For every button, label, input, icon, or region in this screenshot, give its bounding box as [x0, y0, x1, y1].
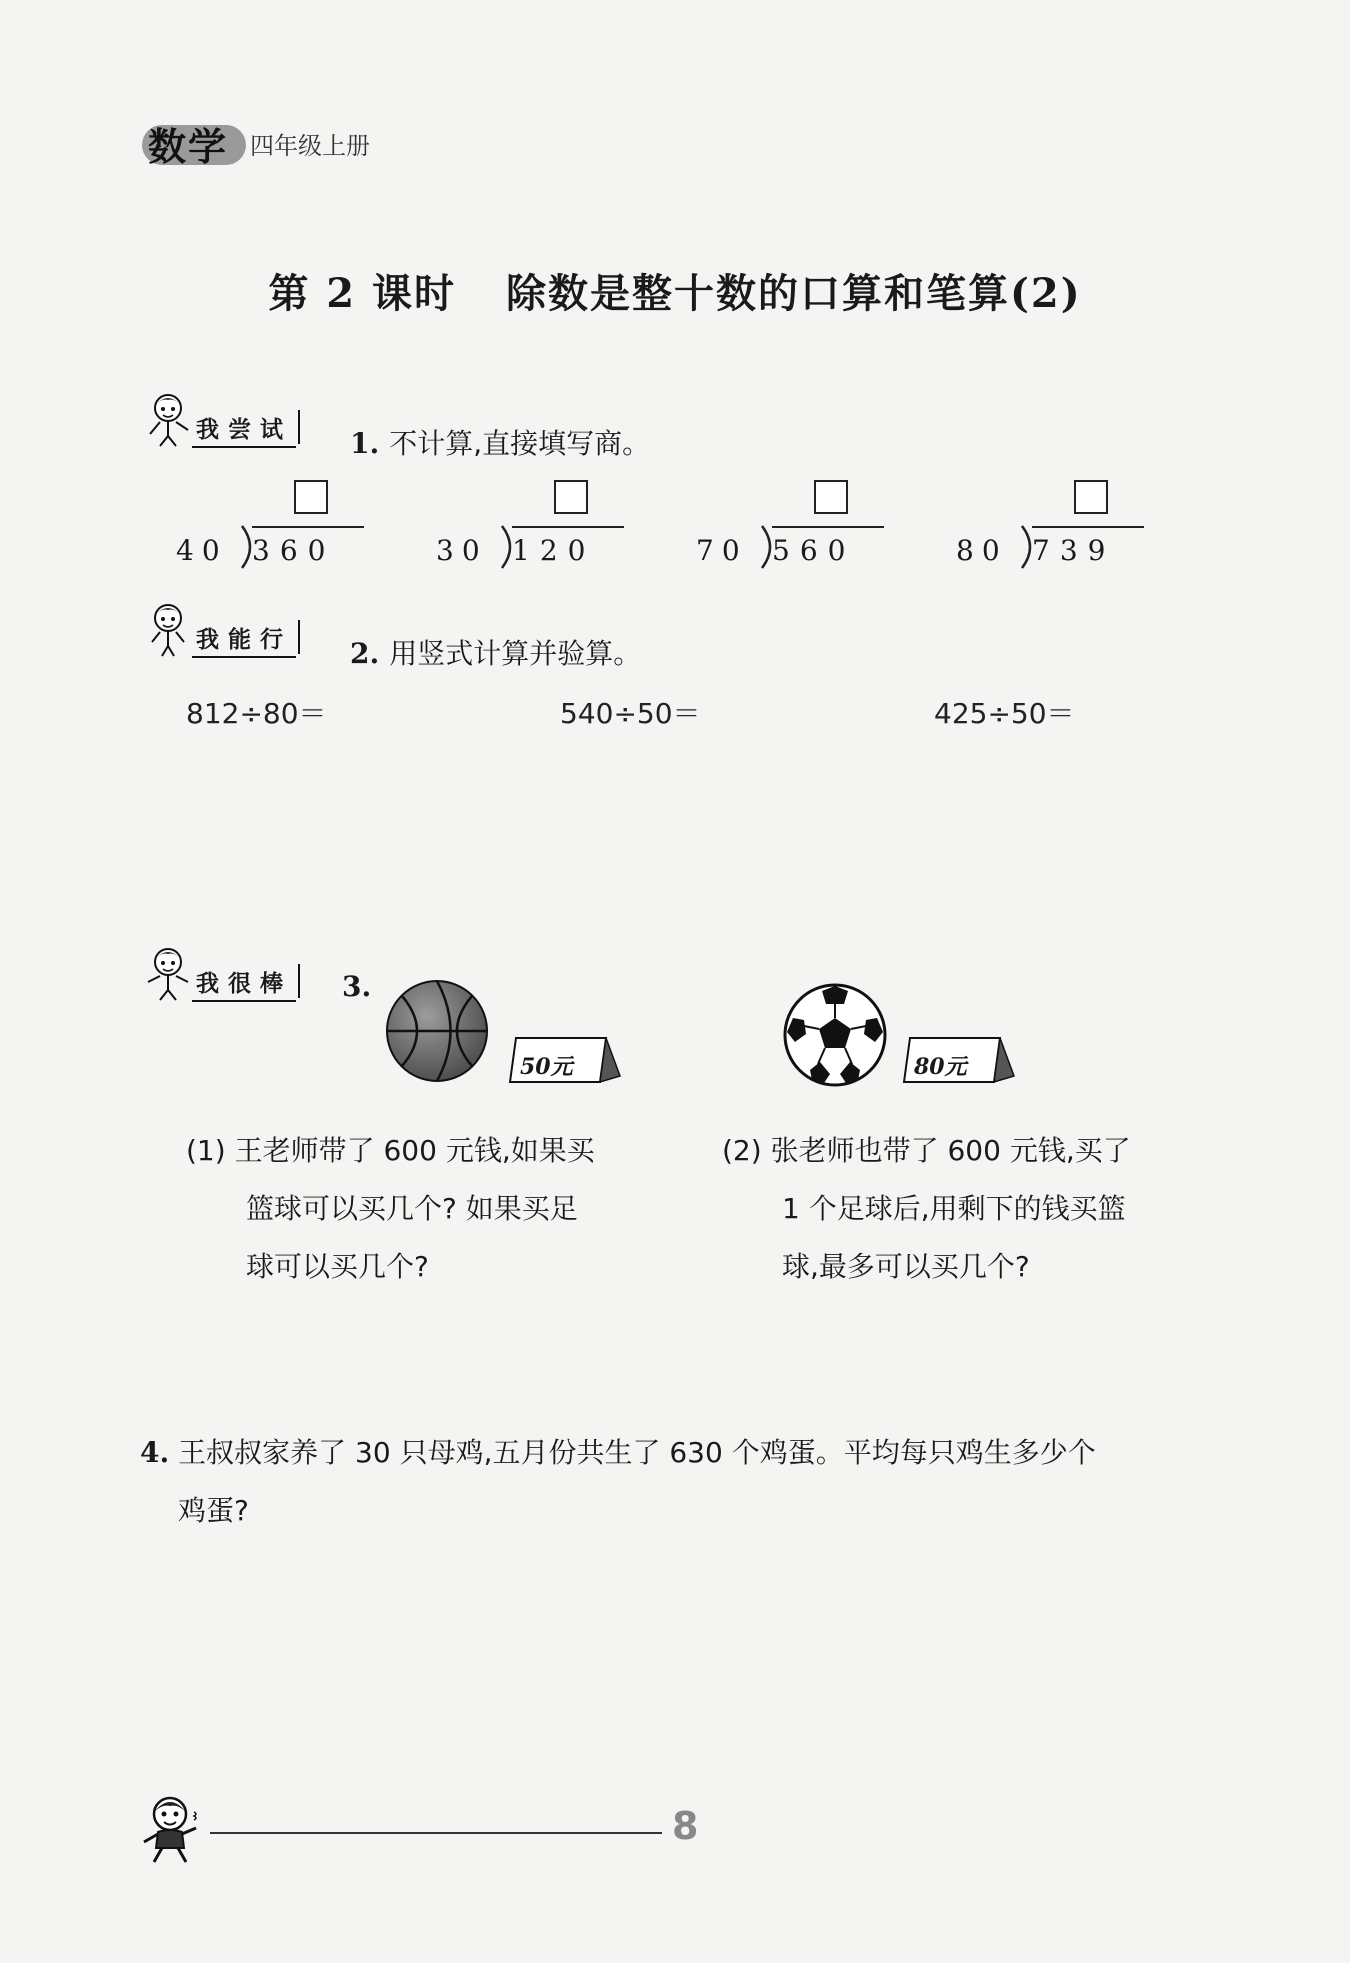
- answer-box[interactable]: [294, 480, 328, 514]
- division-item-2: [436, 480, 626, 580]
- part-2-line-3: 球,最多可以买几个?: [782, 1250, 1030, 1283]
- question-3-number: 3.: [342, 970, 372, 1003]
- question-1-number: 1.: [350, 427, 380, 460]
- dividend: 360: [252, 534, 336, 567]
- badge-try: [142, 388, 300, 448]
- question-4: [140, 1424, 1096, 1540]
- divisor: 30: [436, 534, 488, 567]
- badge-can: [142, 598, 300, 658]
- soccer-ball-icon: [782, 982, 888, 1088]
- basketball-price: 50元: [520, 1054, 573, 1080]
- lesson-number: 第 2 课时: [268, 270, 456, 317]
- part-2-line-1: 张老师也带了 600 元钱,买了: [770, 1134, 1131, 1167]
- footer-rule: [210, 1832, 662, 1834]
- expression-3: 425÷50＝: [934, 697, 1075, 730]
- soccer-price: 80元: [914, 1054, 967, 1080]
- divisor: 70: [696, 534, 748, 567]
- question-4-line-2: 鸡蛋?: [178, 1494, 249, 1527]
- subject-label: 数学: [148, 124, 229, 169]
- part-1-label: (1): [186, 1134, 226, 1167]
- soccer-price-tag: [900, 1036, 1010, 1086]
- part-1-line-2: 篮球可以买几个? 如果买足: [246, 1192, 578, 1225]
- question-2-text: 用竖式计算并验算。: [389, 637, 642, 670]
- division-item-4: [956, 480, 1146, 580]
- grade-label: 四年级上册: [250, 131, 371, 160]
- page-number: 8: [672, 1804, 699, 1848]
- answer-box[interactable]: [1074, 480, 1108, 514]
- question-3-part-1: [186, 1122, 595, 1296]
- part-1-line-1: 王老师带了 600 元钱,如果买: [234, 1134, 595, 1167]
- subject-badge: [148, 119, 228, 167]
- part-2-label: (2): [722, 1134, 762, 1167]
- question-3-part-2: [722, 1122, 1131, 1296]
- part-1-line-3: 球可以买几个?: [246, 1250, 429, 1283]
- division-item-1: [176, 480, 366, 580]
- basketball-price-tag: [506, 1036, 616, 1086]
- question-4-number: 4.: [140, 1436, 170, 1469]
- basketball-icon: [384, 978, 490, 1084]
- badge-great-label: 我很棒: [192, 965, 296, 1002]
- dividend: 560: [772, 534, 856, 567]
- answer-box[interactable]: [814, 480, 848, 514]
- expression-2: 540÷50＝: [560, 697, 701, 730]
- division-item-3: [696, 480, 886, 580]
- dividend: 739: [1032, 534, 1116, 567]
- question-2-prompt: [350, 632, 641, 672]
- lesson-title: [0, 262, 1350, 319]
- divisor: 40: [176, 534, 228, 567]
- expression-1: 812÷80＝: [186, 697, 327, 730]
- question-2-number: 2.: [350, 637, 380, 670]
- lesson-topic: 除数是整十数的口算和笔算(2): [506, 270, 1082, 317]
- page-header: [148, 118, 370, 168]
- badge-try-label: 我尝试: [192, 411, 296, 448]
- boy-mascot-icon: [138, 1792, 210, 1866]
- question-1-prompt: [350, 422, 650, 462]
- part-2-line-2: 1 个足球后,用剩下的钱买篮: [782, 1192, 1126, 1225]
- girl-mascot-icon: [142, 598, 196, 658]
- question-3-number-wrap: [342, 970, 381, 1003]
- badge-great: [142, 942, 300, 1002]
- question-1-text: 不计算,直接填写商。: [389, 427, 651, 460]
- girl-mascot-icon: [142, 942, 196, 1002]
- badge-can-label: 我能行: [192, 621, 296, 658]
- answer-box[interactable]: [554, 480, 588, 514]
- divisor: 80: [956, 534, 1008, 567]
- question-4-line-1: 王叔叔家养了 30 只母鸡,五月份共生了 630 个鸡蛋。平均每只鸡生多少个: [178, 1436, 1096, 1469]
- dividend: 120: [512, 534, 596, 567]
- girl-mascot-icon: [142, 388, 196, 448]
